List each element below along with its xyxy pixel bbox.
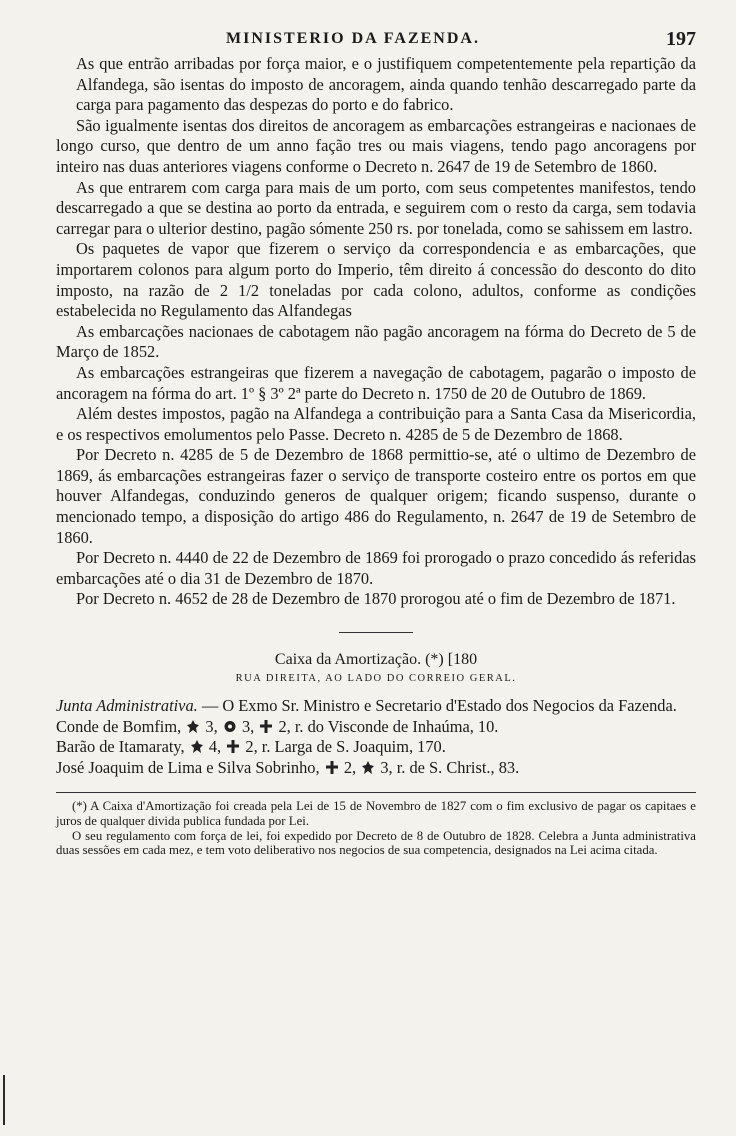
junta-label: Junta Administrativa.: [56, 696, 198, 716]
member-name: José Joaquim de Lima e Silva Sobrinho,: [56, 757, 320, 777]
paragraph-3: As que entrarem com carga para mais de um porto, com seus competentes manifestos, tendo descarregado a que se destina ao porto da entrada, e seguirem com o resto da carga, sem todavia carregar para o ulterior destino, pagão sómente 250 rs. por tonelada, como se sahissem em lastro.: [56, 177, 696, 238]
running-title: MINISTERIO DA FAZENDA.: [226, 30, 480, 47]
paragraph-9: Por Decreto n. 4440 de 22 de Dezembro de 1869 foi prorogado o prazo concedido ás referidas embarcações até o dia 31 de Dezembro de 1870.: [56, 548, 696, 588]
order-emblem-icon: [362, 761, 374, 774]
page-header: [56, 30, 696, 54]
cross-order-icon: [260, 720, 272, 733]
page-number: 197: [666, 28, 696, 50]
paragraph-8: Por Decreto n. 4285 de 5 de Dezembro de 1868 permittio-se, até o ultimo de Dezembro de 1869, ás embarcações estrangeiras fazer o serviço de transporte costeiro entre os portos em que houver Alfandegas, conduzindo generos de qualquer origem; ficando suspenso, durante o mencionado tempo, a disposição do artigo 486 do Regulamento, n. 2647 de 19 de Setembro de 1860.: [56, 445, 696, 547]
member-address: 3, r. de S. Christ., 83.: [380, 757, 520, 777]
member-name: Barão de Itamaraty,: [56, 737, 185, 757]
member-address: 2, r. do Visconde de Inhaúma, 10.: [278, 716, 499, 736]
order-emblem-icon: [187, 720, 199, 733]
paragraph-5: As embarcações nacionaes de cabotagem não pagão ancoragem na fórma do Decreto de 5 de Março de 1852.: [56, 321, 696, 362]
section-divider: [339, 632, 413, 633]
member-name: Conde de Bomfim,: [56, 716, 182, 736]
member-order-a: 3,: [205, 716, 218, 736]
order-emblem-icon: [191, 740, 203, 753]
junta-text: — O Exmo Sr. Ministro e Secretario d'Estado dos Negocios da Fazenda.: [201, 696, 677, 716]
section-subtitle: RUA DIREITA, AO LADO DO CORREIO GERAL.: [235, 673, 517, 685]
member-order-b: 3,: [241, 716, 255, 736]
member-order-a: 2,: [343, 757, 357, 777]
footnote-1: (*) A Caixa d'Amortização foi creada pela Lei de 15 de Novembro de 1827 com o fim exclusivo de pagar os capitaes e juros de qualquer divida publica fundada por Lei.: [56, 799, 696, 828]
cross-order-icon: [326, 761, 338, 774]
footnote-divider: [56, 792, 696, 793]
rose-order-icon: [224, 720, 236, 733]
page-edge-mark: [3, 1075, 5, 1125]
section-title: Caixa da Amortização. (*) [180: [274, 651, 478, 669]
paragraph-1: As que entrão arribadas por força maior, e o justifiquem competentemente pela repartição da Alfandega, são isentas do imposto de ancoragem, ainda quando tenhão descarregado parte da carga para pagamento das despezas do porto e do fabrico.: [76, 54, 696, 115]
member-entry-1: [56, 717, 696, 738]
footnote-2: O seu regulamento com força de lei, foi expedido por Decreto de 8 de Outubro de 1828. Celebra a Junta administrativa duas sessões em cada mez, e tem voto deliberativo nos negocios de sua competencia, designados na Lei acima citada.: [56, 828, 696, 858]
member-order-a: 4,: [208, 737, 222, 757]
paragraph-7: Além destes impostos, pagão na Alfandega a contribuição para a Santa Casa da Misericordia, e os respectivos emolumentos pelo Passe. Decreto n. 4285 de 5 de Dezembro de 1868.: [56, 404, 696, 444]
paragraph-10: Por Decreto n. 4652 de 28 de Dezembro de 1870 prorogou até o fim de Dezembro de 1871.: [76, 589, 676, 609]
paragraph-6: As embarcações estrangeiras que fizerem a navegação de cabotagem, pagarão o imposto de ancoragem na fórma do art. 1º § 3º 2ª parte do Decreto n. 1750 de 20 de Outubro de 1869.: [56, 362, 696, 403]
member-entry-3: [56, 758, 696, 779]
junta-entry: [56, 696, 696, 717]
member-entry-2: [56, 737, 696, 758]
cross-order-icon: [227, 740, 239, 753]
paragraph-2: São igualmente isentas dos direitos de ancoragem as embarcações estrangeiras e nacionaes de longo curso, que dentro de um anno fação tres ou mais viagens, tendo pago ancoragens por inteiro nas duas anteriores viagens conforme o Decreto n. 2647 de 19 de Setembro de 1860.: [56, 115, 696, 176]
paragraph-4: Os paquetes de vapor que fizerem o serviço da correspondencia e as embarcações, que importarem colonos para algum porto do Imperio, têm direito á concessão do desconto do dito imposto, na razão de 2 1/2 toneladas por cada colono, adultos, conforme as condições estabelecida no Regulamento das Alfandegas: [56, 239, 696, 321]
member-address: 2, r. Larga de S. Joaquim, 170.: [245, 737, 446, 757]
document-page: [56, 30, 696, 858]
